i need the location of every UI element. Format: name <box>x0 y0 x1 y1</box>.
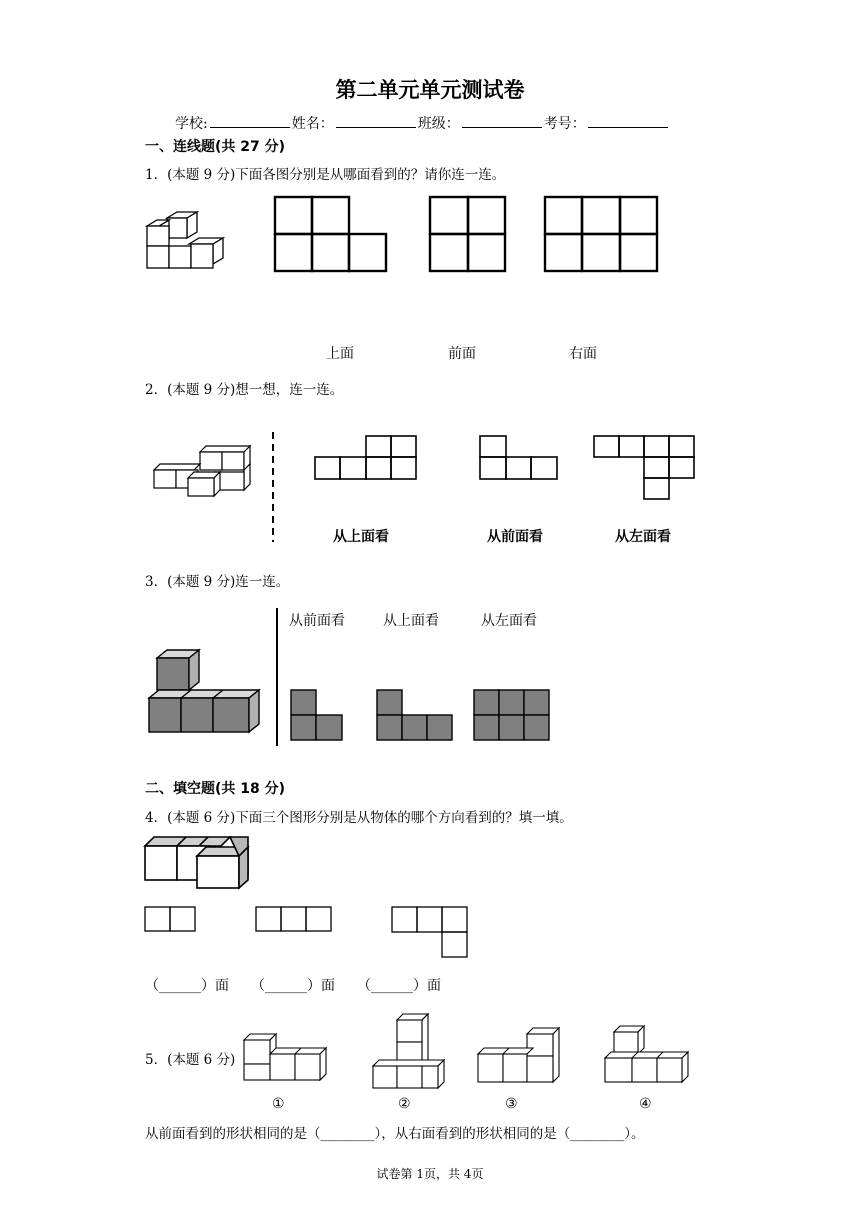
school-blank[interactable] <box>210 115 290 128</box>
q1-text: 1．(本题 9 分)下面各图分别是从哪面看到的？请你连一连。 <box>145 167 506 183</box>
q2-dashed-divider <box>270 432 276 542</box>
q4-answer-2[interactable]: （______）面 <box>251 978 335 994</box>
q5-number-3: ③ <box>505 1096 518 1112</box>
q2-label-top: 从上面看 <box>333 529 389 545</box>
q2-view-c <box>593 435 697 501</box>
q5-number-1: ① <box>272 1096 285 1112</box>
q3-view-b <box>376 689 454 741</box>
q5-number-4: ④ <box>639 1096 652 1112</box>
q4-answer-3[interactable]: （______）面 <box>357 978 441 994</box>
q5-answer-line[interactable]: 从前面看到的形状相同的是（________），从右面看到的形状相同的是（________）。 <box>145 1126 645 1142</box>
q5-text: 5．(本题 6 分) <box>145 1052 236 1068</box>
q3-cube-figure <box>147 648 261 734</box>
q4-text: 4．(本题 6 分)下面三个图形分别是从物体的哪个方向看到的？填一填。 <box>145 810 573 826</box>
q3-solid-divider <box>275 608 279 746</box>
q1-label-top: 上面 <box>326 346 354 362</box>
page-footer: 试卷第 1页，共 4页 <box>376 1167 484 1181</box>
q1-view-b <box>429 196 507 272</box>
school-label: 学校: <box>175 116 208 132</box>
q5-figure-1 <box>240 1030 330 1086</box>
q1-view-c <box>544 196 659 272</box>
q2-view-b <box>479 435 559 481</box>
q3-label-top: 从上面看 <box>383 613 439 629</box>
exam-no-blank[interactable] <box>588 115 668 128</box>
q4-cube-figure <box>144 836 252 892</box>
q2-cube-figure <box>152 444 254 500</box>
name-blank[interactable] <box>336 115 416 128</box>
name-label: 姓名： <box>291 116 334 132</box>
q2-text: 2．(本题 9 分)想一想，连一连。 <box>145 382 344 398</box>
q4-view-c <box>391 906 468 958</box>
q4-view-a <box>144 906 196 932</box>
q2-view-a <box>314 435 418 481</box>
section2-heading: 二、填空题(共 18 分) <box>145 781 286 797</box>
q5-figure-3 <box>477 1024 567 1086</box>
q3-view-a <box>290 689 344 741</box>
exam-no-label: 考号： <box>543 116 586 132</box>
page-title: 第二单元单元测试卷 <box>335 78 525 102</box>
q3-view-c <box>473 689 551 741</box>
section1-heading: 一、连线题(共 27 分) <box>145 139 286 155</box>
q1-cube-figure <box>145 212 227 274</box>
q2-label-left: 从左面看 <box>615 529 671 545</box>
q5-figure-2 <box>372 1012 448 1088</box>
q5-figure-4 <box>604 1022 692 1086</box>
class-label: 班级： <box>417 116 460 132</box>
q3-label-front: 从前面看 <box>289 613 345 629</box>
student-info-line <box>175 113 670 133</box>
q3-text: 3．(本题 9 分)连一连。 <box>145 574 290 590</box>
q3-label-left: 从左面看 <box>481 613 537 629</box>
q2-label-front: 从前面看 <box>487 529 543 545</box>
q1-view-a <box>274 196 388 272</box>
q1-label-right: 右面 <box>569 346 597 362</box>
q5-number-2: ② <box>398 1096 411 1112</box>
q4-view-b <box>255 906 332 932</box>
class-blank[interactable] <box>462 115 542 128</box>
q4-answer-1[interactable]: （______）面 <box>145 978 229 994</box>
q1-label-front: 前面 <box>448 346 476 362</box>
